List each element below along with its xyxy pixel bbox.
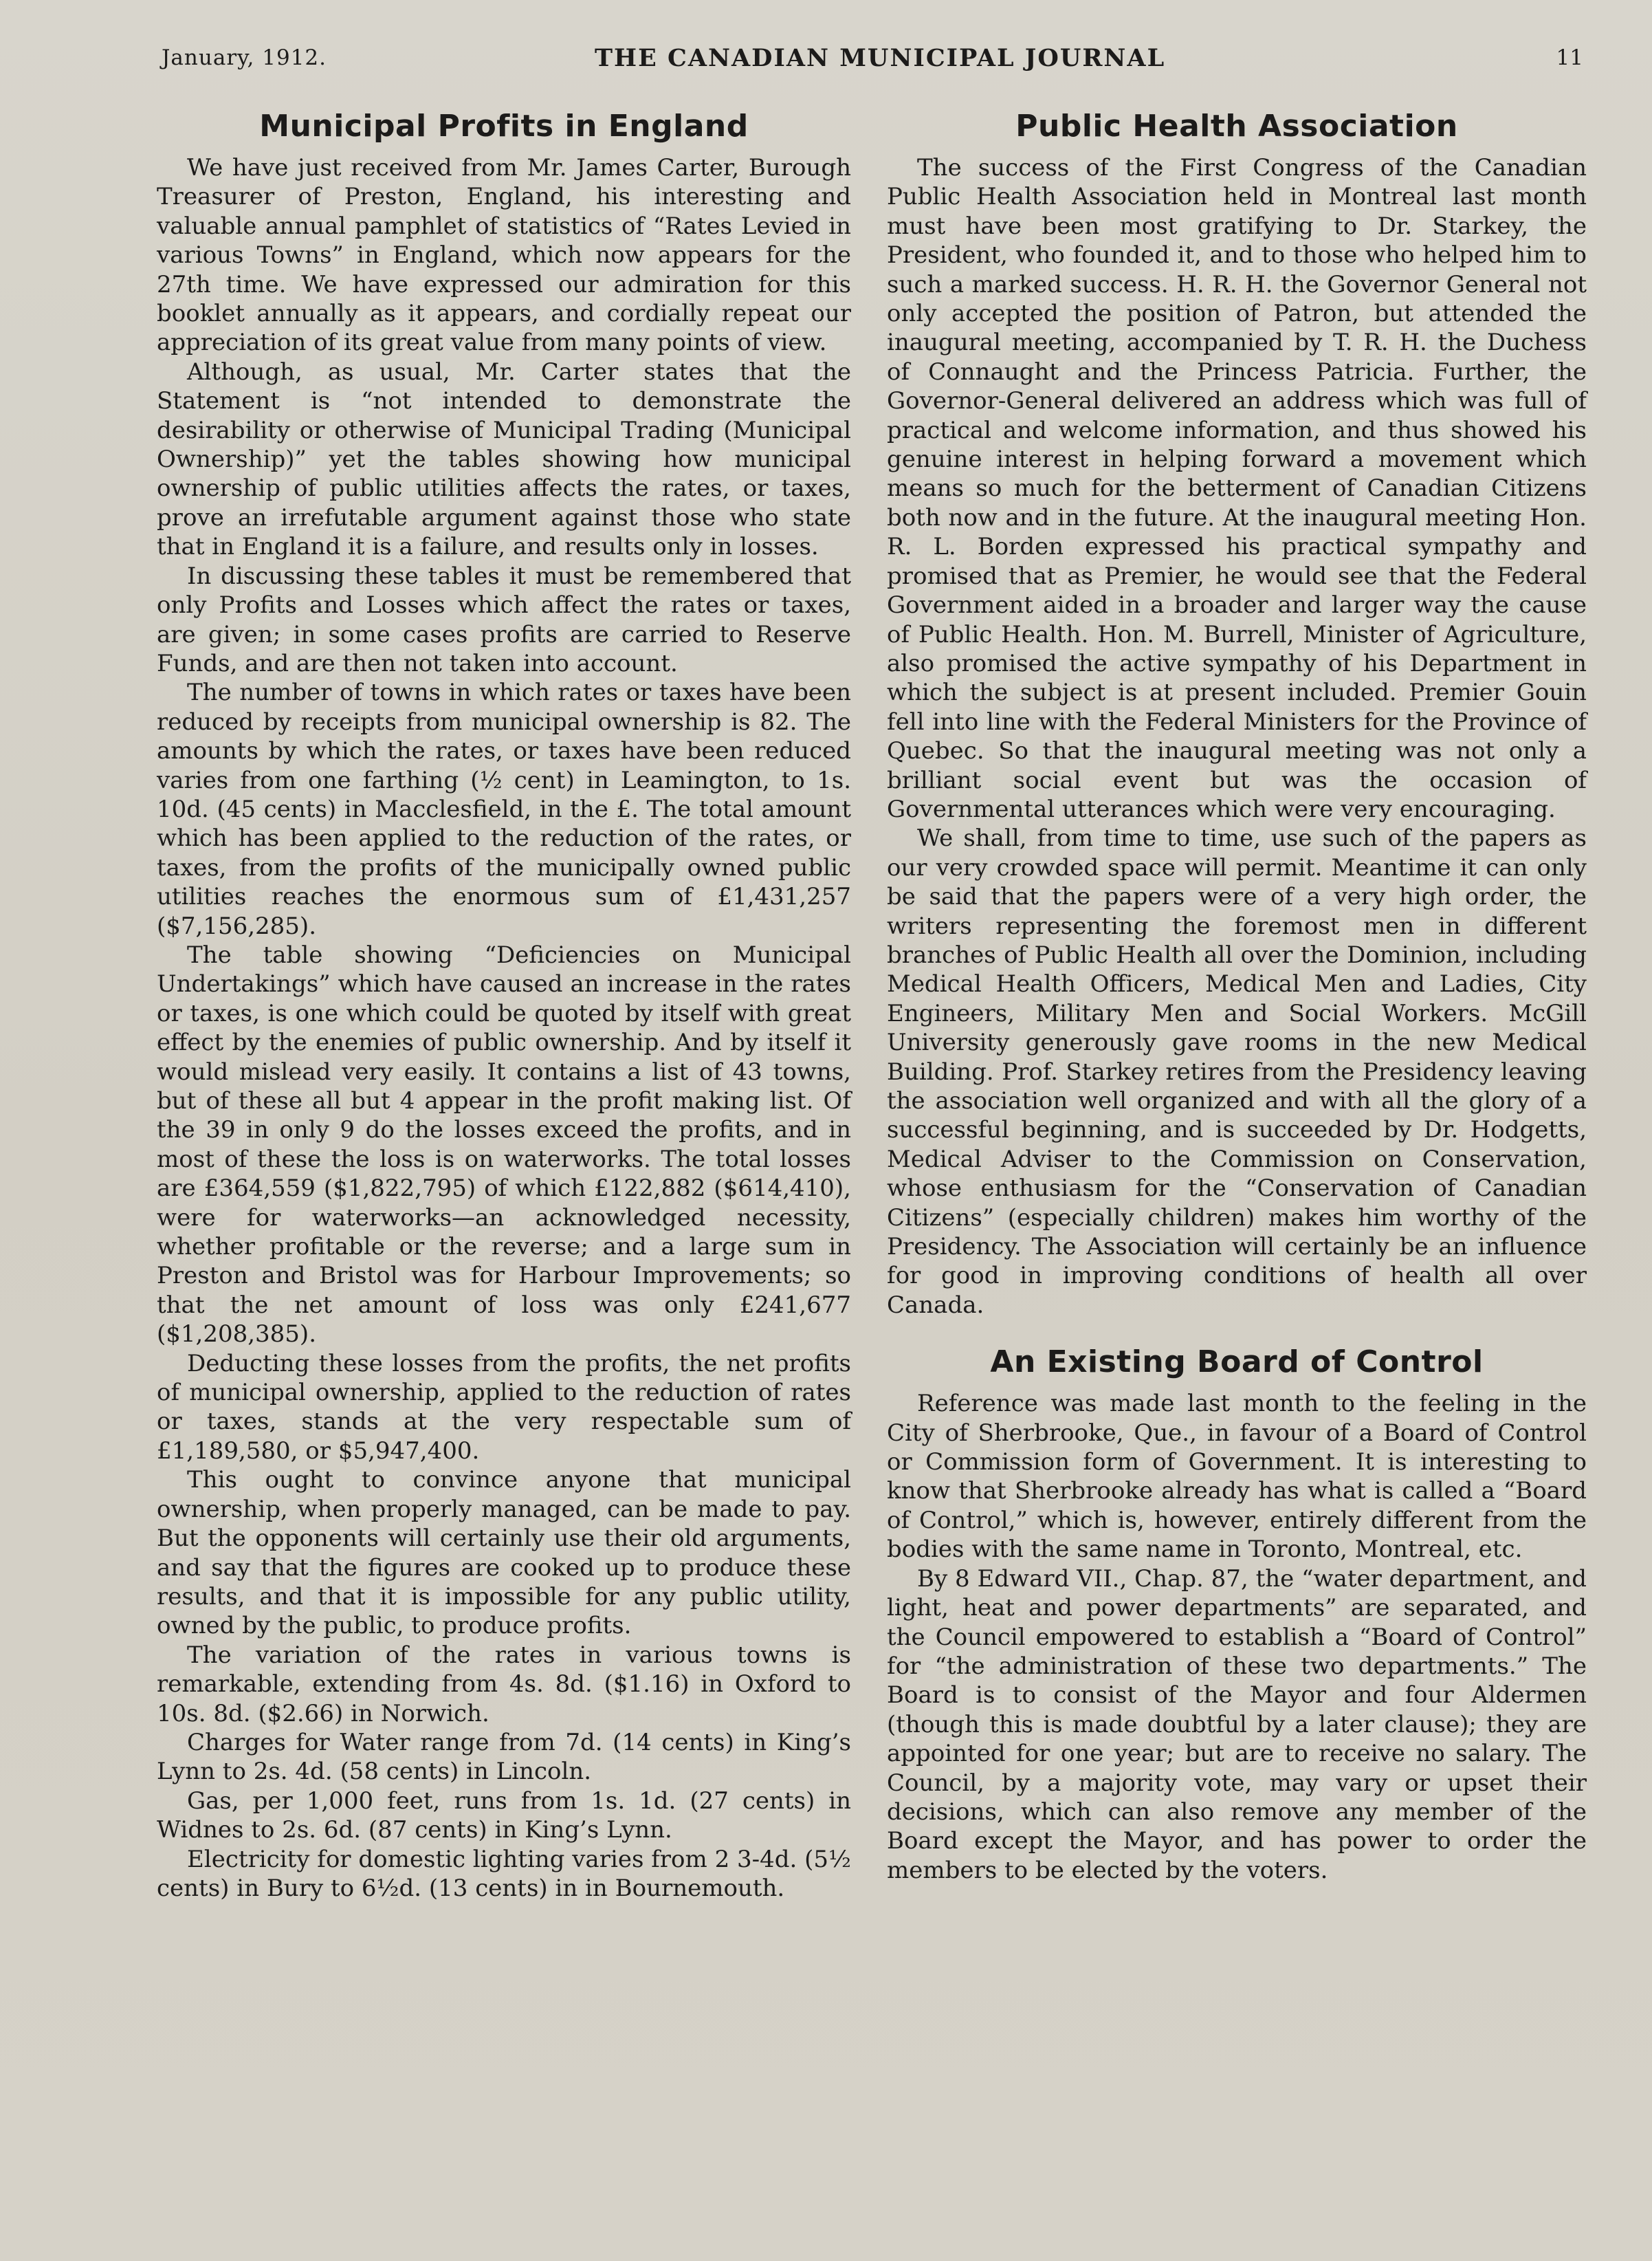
article-title-municipal-profits: Municipal Profits in England: [259, 109, 749, 144]
issue-date: January, 1912.: [162, 45, 327, 70]
article-paragraph: Although, as usual, Mr. Carter states that the Statement is “not intended to demonstrate the desirability or otherwise of Municipal Trading (Municipal Ownership)” yet the tables showing how municipal ownership of public utilities affects the rates, or taxes, prove an irrefutable argument against those who state that in England it is a failure, and results only in losses.: [157, 358, 851, 561]
article-paragraph: We shall, from time to time, use such of the papers as our very crowded space will permit. Meantime it can only be said that the papers were of a very high order, the writers representing the foremost men in different branches of Public Health all over the Dominion, including Medical Health Officers, Medical Men and Ladies, City Engineers, Military Men and Social Workers. McGill University generously gave rooms in the new Medical Building. Prof. Starkey retires from the Presidency leaving the association well organized and with all the glory of a successful beginning, and is succeeded by Dr. Hodgetts, Medical Adviser to the Commission on Conservation, whose enthusiasm for the “Conservation of Canadian Citizens” (especially children) makes him worthy of the Presidency. The Association will certainly be an influence for good in improving conditions of health all over Canada.: [887, 824, 1587, 1319]
article-paragraph: The variation of the rates in various towns is remarkable, extending from 4s. 8d. ($1.16) in Oxford to 10s. 8d. ($2.66) in Norwich.: [157, 1641, 851, 1727]
article-paragraph: The table showing “Deficiencies on Municipal Undertakings” which have caused an increase in the rates or taxes, is one which could be quoted by itself with great effect by the enemies of public ownership. And by itself it would mislead very easily. It contains a list of 43 towns, but of these all but 4 appear in the profit making list. Of the 39 in only 9 do the losses exceed the profits, and in most of these the loss is on waterworks. The total losses are £364,559 ($1,822,795) of which £122,882 ($614,410), were for waterworks—an acknowledged necessity, whether profitable or the reverse; and a large sum in Preston and Bristol was for Harbour Improvements; so that the net amount of loss was only £241,677 ($1,208,385).: [157, 941, 851, 1348]
article-paragraph: By 8 Edward VII., Chap. 87, the “water department, and light, heat and power departments” are separated, and the Council empowered to establish a “Board of Control” for “the administration of these two departments.” The Board is to consist of the Mayor and four Aldermen (though this is made doubtful by a later clause); they are appointed for one year; but are to receive no salary. The Council, by a majority vote, may vary or upset their decisions, which can also remove any member of the Board except the Mayor, and has power to order the members to be elected by the voters.: [887, 1564, 1587, 1884]
left-column: [157, 103, 851, 1903]
right-column: [887, 103, 1587, 1885]
article-paragraph: Electricity for domestic lighting varies from 2 3-4d. (5½ cents) in Bury to 6½d. (13 cents) in in Bournemouth.: [157, 1845, 851, 1902]
article-paragraph: This ought to convince anyone that municipal ownership, when properly managed, can be made to pay. But the opponents will certainly use their old arguments, and say that the figures are cooked up to produce these results, and that it is impossible for any public utility, owned by the public, to produce profits.: [157, 1466, 851, 1640]
article-paragraph: Gas, per 1,000 feet, runs from 1s. 1d. (27 cents) in Widnes to 2s. 6d. (87 cents) in King’s Lynn.: [157, 1787, 851, 1844]
article-paragraph: Charges for Water range from 7d. (14 cents) in King’s Lynn to 2s. 4d. (58 cents) in Lincoln.: [157, 1728, 851, 1786]
journal-title: THE CANADIAN MUNICIPAL JOURNAL: [595, 44, 1166, 72]
article-title-public-health: Public Health Association: [1015, 109, 1458, 144]
article-title-board-of-control: An Existing Board of Control: [990, 1344, 1484, 1380]
article-paragraph: The number of towns in which rates or taxes have been reduced by receipts from municipal ownership is 82. The amounts by which the rates, or taxes have been reduced varies from one farthing (½ cent) in Leamington, to 1s. 10d. (45 cents) in Macclesfield, in the £. The total amount which has been applied to the reduction of the rates, or taxes, from the profits of the municipally owned public utilities reaches the enormous sum of £1,431,257 ($7,156,285).: [157, 679, 851, 940]
article-paragraph: We have just received from Mr. James Carter, Burough Treasurer of Preston, England, his interesting and valuable annual pamphlet of statistics of “Rates Levied in various Towns” in England, which now appears for the 27th time. We have expressed our admiration for this booklet annually as it appears, and cordially repeat our appreciation of its great value from many points of view.: [157, 154, 851, 357]
page-number: 11: [1556, 45, 1583, 70]
article-paragraph: Reference was made last month to the feeling in the City of Sherbrooke, Que., in favour of a Board of Control or Commission form of Government. It is interesting to know that Sherbrooke already has what is called a “Board of Control,” which is, however, entirely different from the bodies with the same name in Toronto, Montreal, etc.: [887, 1390, 1587, 1564]
article-paragraph: The success of the First Congress of the Canadian Public Health Association held in Montreal last month must have been most gratifying to Dr. Starkey, the President, who founded it, and to those who helped him to such a marked success. H. R. H. the Governor General not only accepted the position of Patron, but attended the inaugural meeting, accompanied by T. R. H. the Duchess of Connaught and the Princess Patricia. Further, the Governor-General delivered an address which was full of practical and welcome information, and thus showed his genuine interest in helping forward a movement which means so much for the betterment of Canadian Citizens both now and in the future. At the inaugural meeting Hon. R. L. Borden expressed his practical sympathy and promised that as Premier, he would see that the Federal Government aided in a broader and larger way the cause of Public Health. Hon. M. Burrell, Minister of Agriculture, also promised the active sympathy of his Department in which the subject is at present included. Premier Gouin fell into line with the Federal Ministers for the Province of Quebec. So that the inaugural meeting was not only a brilliant social event but was the occasion of Governmental utterances which were very encouraging.: [887, 154, 1587, 823]
article-paragraph: Deducting these losses from the profits, the net profits of municipal ownership, applied to the reduction of rates or taxes, stands at the very respectable sum of £1,189,580, or $5,947,400.: [157, 1349, 851, 1465]
running-head: [162, 43, 1583, 77]
article-paragraph: In discussing these tables it must be remembered that only Profits and Losses which affect the rates or taxes, are given; in some cases profits are carried to Reserve Funds, and are then not taken into account.: [157, 562, 851, 677]
